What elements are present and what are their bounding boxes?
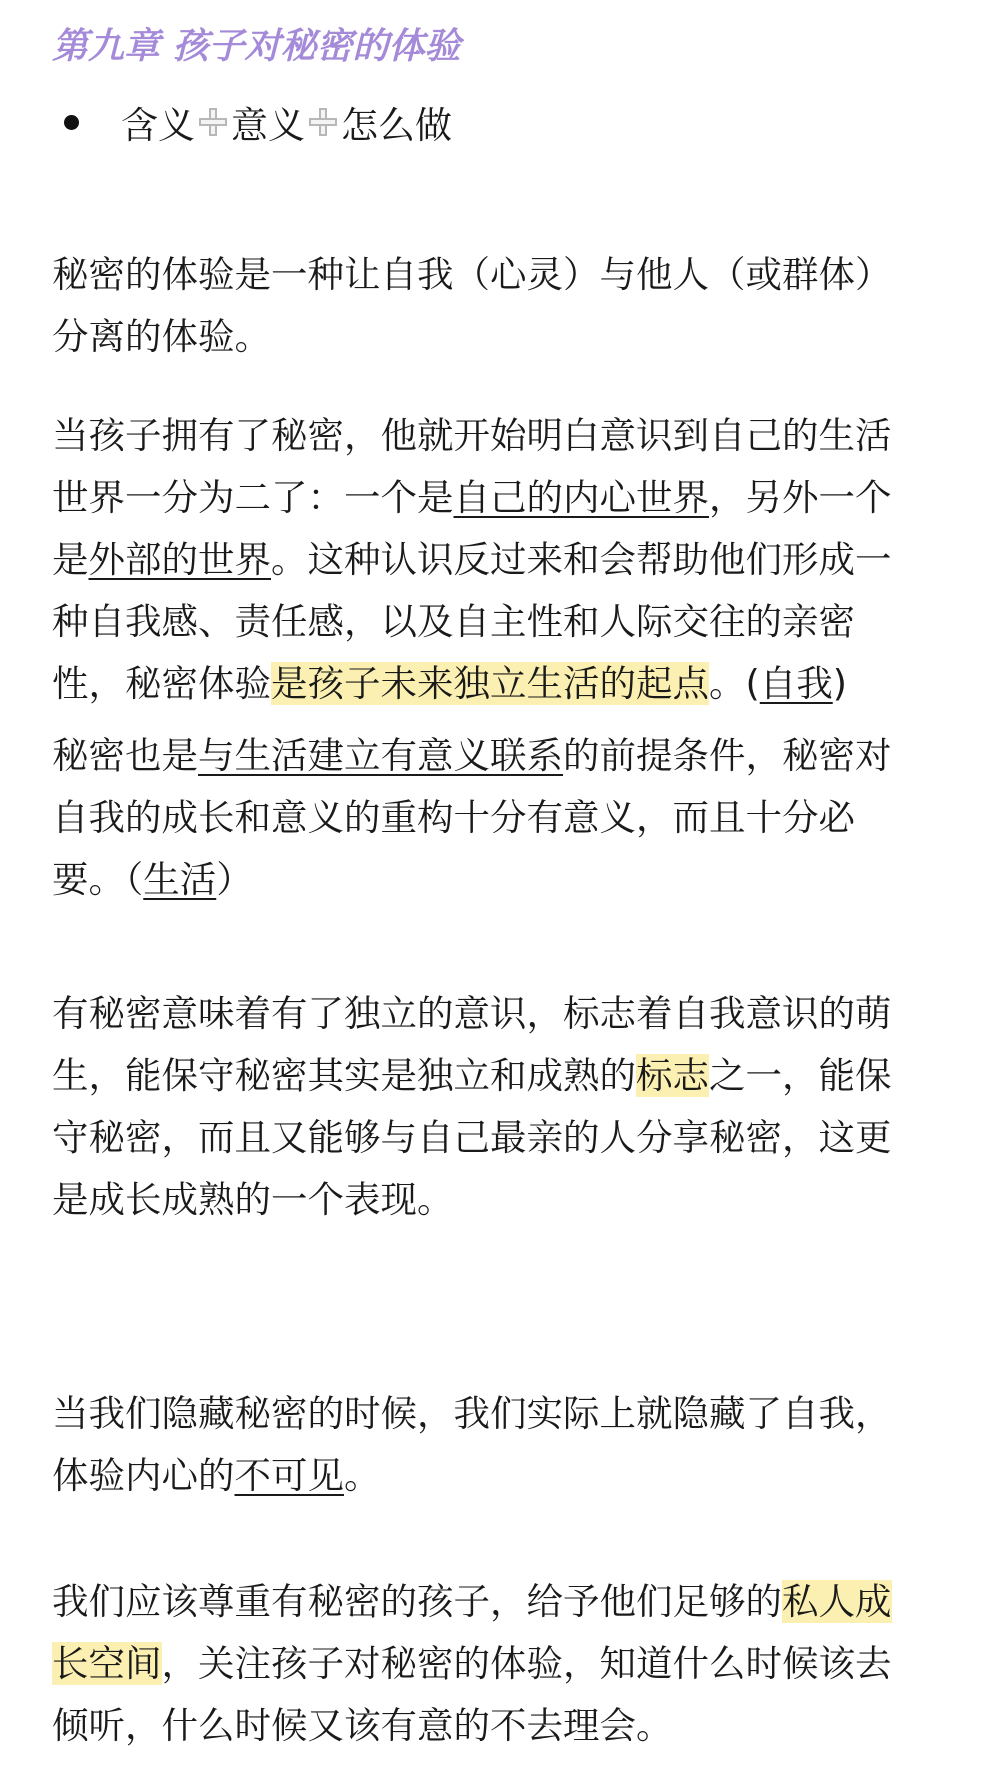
highlighted-text: 长空间 [52,1642,162,1685]
text-segment: 要。（ [52,858,144,901]
chapter-title: 第九章 孩子对秘密的体验 [52,26,461,67]
highlighted-text: 私人成 [782,1580,892,1623]
text-segment: 生，能保守秘密其实是独立和成熟的 [52,1054,636,1097]
text-segment: 性，秘密体验 [52,662,271,705]
text-segment: ) [832,662,847,705]
text-segment: ，另外一个 [709,476,892,519]
text-segment: 体验内心的 [52,1454,235,1497]
text-segment: ，关注孩子对秘密的体验，知道什么时候该去 [161,1642,892,1685]
text-line: 分离的体验。 [52,315,271,358]
plus-icon [199,108,227,136]
text-segment: 秘密也是 [52,734,198,777]
text-line: 倾听，什么时候又该有意的不去理会。 [52,1704,673,1747]
bullet-part-significance: 意义 [231,104,305,147]
paragraph-independence [52,983,952,1231]
underlined-text: 外部的世界 [88,538,271,581]
underlined-text: 自己的内心世界 [453,476,709,519]
highlighted-text: 标志 [636,1054,709,1097]
underlined-text: 自我 [759,662,833,705]
text-line: 秘密的体验是一种让自我（心灵）与他人（或群体） [52,253,892,296]
highlighted-text: 是孩子未来独立生活的起点 [271,662,709,705]
paragraph-definition [52,244,952,368]
bullet-part-meaning: 含义 [121,104,195,147]
underlined-text: 生活 [143,858,217,901]
text-segment: 之一，能保 [709,1054,892,1097]
text-line: 守秘密，而且又能够与自己最亲的人分享秘密，这更 [52,1116,892,1159]
text-line: 当孩子拥有了秘密，他就开始明白意识到自己的生活 [52,414,892,457]
paragraph-hidden-self [52,1383,952,1507]
text-line: 当我们隐藏秘密的时候，我们实际上就隐藏了自我， [52,1392,892,1435]
bullet-list-item [52,95,452,149]
text-segment: 。这种认识反过来和会帮助他们形成一 [271,538,892,581]
text-segment: 。( [709,662,760,705]
bullet-dot-icon [64,115,79,130]
text-line: 种自我感、责任感，以及自主性和人际交往的亲密 [52,600,855,643]
underlined-text: 不可见 [234,1454,344,1497]
text-segment: 的前提条件，秘密对 [563,734,892,777]
paragraph-respect-secrets [52,1571,952,1757]
text-segment: ） [216,858,253,901]
paragraph-inner-outer-world [52,405,952,715]
text-line: 自我的成长和意义的重构十分有意义，而且十分必 [52,796,855,839]
text-line: 是成长成熟的一个表现。 [52,1178,454,1221]
plus-icon [309,108,337,136]
bullet-part-how-to: 怎么做 [341,104,452,147]
paragraph-life-connection [52,725,952,911]
text-segment: 。 [344,1454,381,1497]
underlined-text: 与生活建立有意义联系 [198,734,563,777]
text-line: 有秘密意味着有了独立的意识，标志着自我意识的萌 [52,992,892,1035]
text-segment: 我们应该尊重有秘密的孩子，给予他们足够的 [52,1580,782,1623]
text-segment: 世界一分为二了：一个是 [52,476,454,519]
text-segment: 是 [52,538,89,581]
